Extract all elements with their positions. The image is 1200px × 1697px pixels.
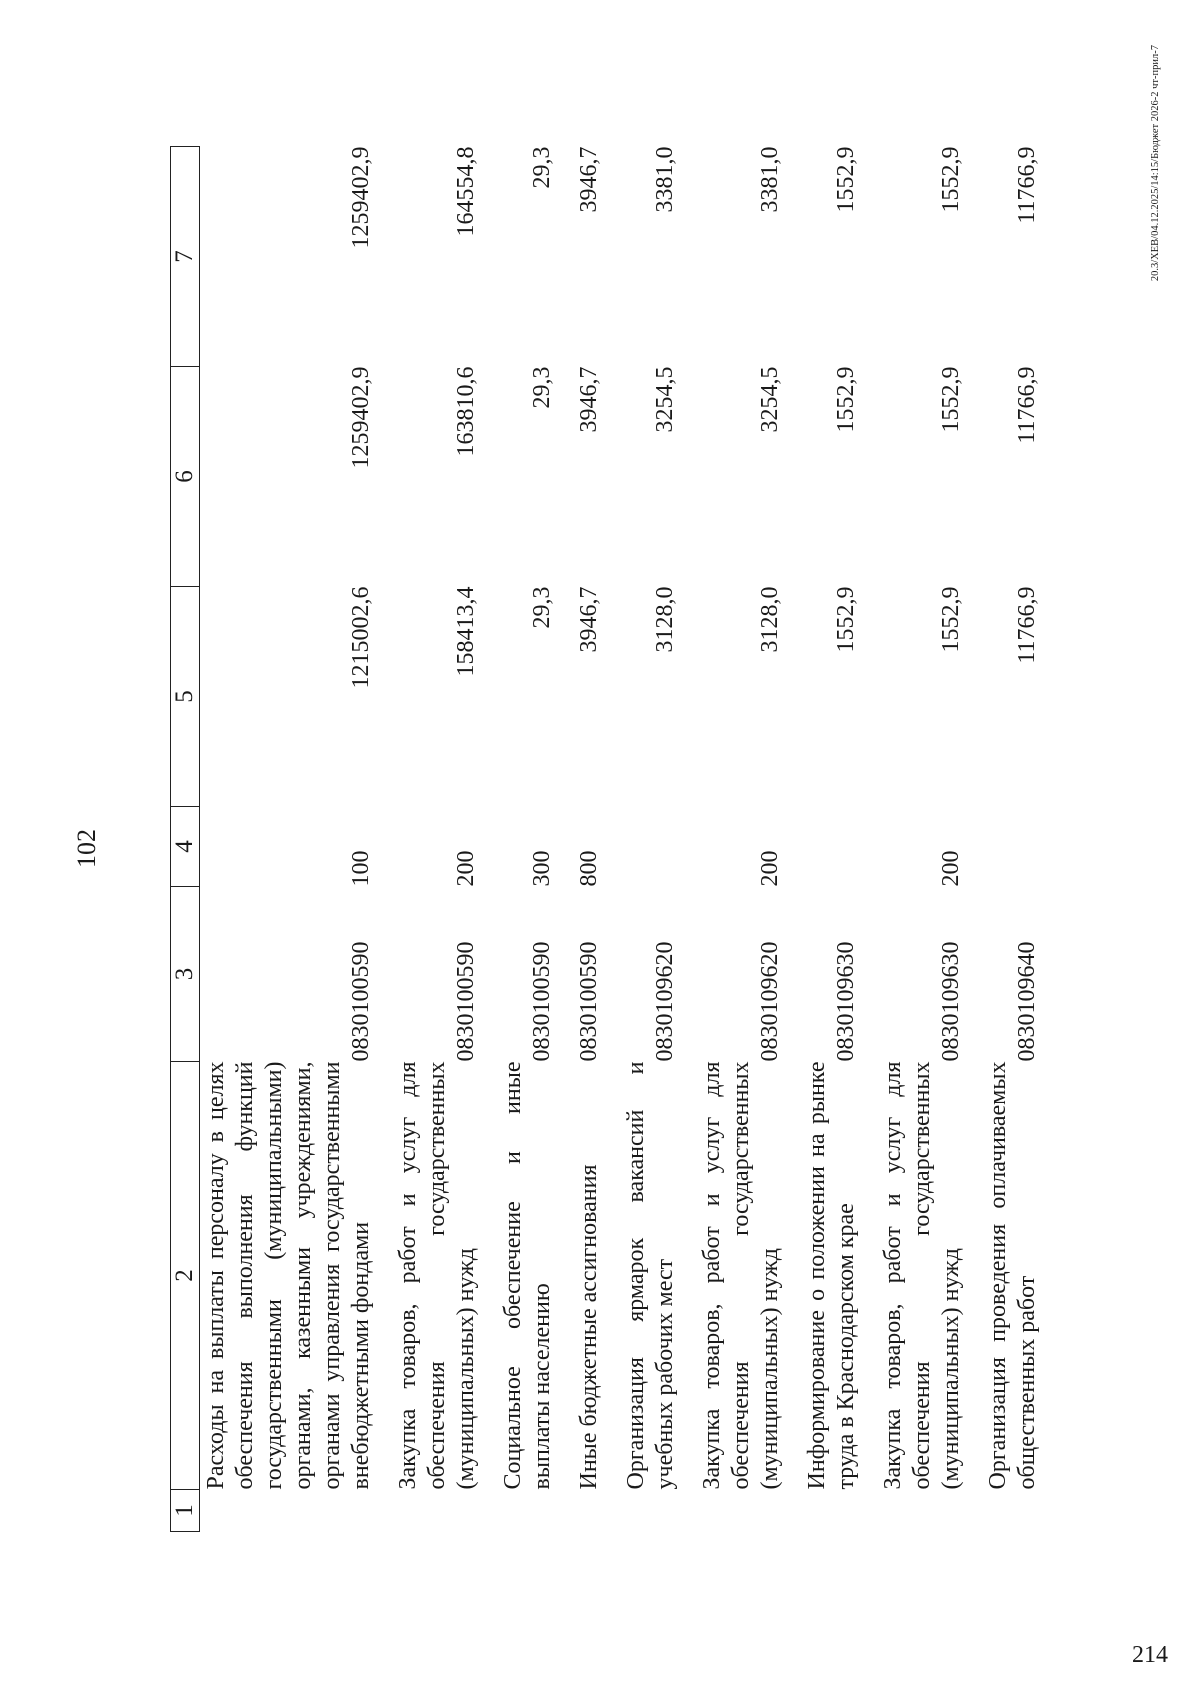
column-header: 2 (171, 1062, 200, 1490)
row-description: Расходы на выплаты персоналу в целях обеспечения выполнения функций государственными (муниципальными) органами, казенными учреждениями, органами управления государственными внебюджетными фондами (203, 1061, 374, 1490)
column-header: 6 (171, 367, 200, 587)
row-expense-group: 200 (757, 850, 783, 887)
row-value-col6: 1552,9 (938, 366, 964, 433)
row-value-col5: 3128,0 (757, 586, 783, 653)
table-row (604, 147, 680, 1532)
row-value-col6: 3946,7 (576, 366, 602, 433)
row-expense-group (604, 807, 680, 887)
row-description: Закупка товаров, работ и услуг для обеспечения государственных (муниципальных) нужд (395, 1061, 479, 1490)
table-row (481, 147, 557, 1532)
sheet-number: 214 (1132, 1642, 1168, 1668)
row-value-col6: 11766,9 (1014, 366, 1040, 444)
row-value-col5: 29,3 (529, 586, 555, 629)
row-code: 0830109620 (757, 941, 783, 1062)
row-value-col7: 29,3 (529, 146, 555, 189)
row-value-col5: 1552,9 (938, 586, 964, 653)
table-row (785, 147, 861, 1532)
row-value-col7: 3381,0 (652, 146, 678, 213)
row-code: 0830100590 (529, 941, 555, 1062)
row-value-col6: 3254,5 (757, 366, 783, 433)
row-code: 0830100590 (348, 941, 374, 1062)
row-value-col7: 3381,0 (757, 146, 783, 213)
header-row (171, 147, 200, 1532)
table-row (680, 147, 785, 1532)
row-value-col5: 3946,7 (576, 586, 602, 653)
row-value-col7: 1552,9 (938, 146, 964, 213)
row-code: 0830100590 (576, 941, 602, 1062)
row-expense-group: 100 (348, 850, 374, 887)
table-row (376, 147, 481, 1532)
column-header: 5 (171, 587, 200, 807)
row-value-col6: 1552,9 (833, 366, 859, 433)
row-expense-group (785, 807, 861, 887)
empty-cell (200, 1490, 377, 1532)
table-row (966, 147, 1042, 1532)
row-code: 0830109630 (938, 941, 964, 1062)
empty-cell (481, 1490, 557, 1532)
page-number: 102 (72, 829, 101, 868)
row-value-col5: 1552,9 (833, 586, 859, 653)
row-code: 0830100590 (453, 941, 479, 1062)
empty-cell (966, 1490, 1042, 1532)
column-header: 4 (171, 807, 200, 887)
column-header: 7 (171, 147, 200, 367)
row-code: 0830109630 (833, 941, 859, 1062)
empty-cell (557, 1490, 604, 1532)
footer-stamp: 20.3/XEB/04.12.2025/14:15/Бюджет 2026-2 чт-прил-7 (1150, 45, 1161, 282)
budget-table (170, 146, 1042, 1532)
column-header: 1 (171, 1490, 200, 1532)
row-expense-group: 200 (938, 850, 964, 887)
empty-cell (785, 1490, 861, 1532)
row-value-col6: 163810,6 (453, 366, 479, 457)
table-row (557, 147, 604, 1532)
row-description: Организация ярмарок вакансий и учебных рабочих мест (623, 1061, 678, 1490)
row-value-col7: 1552,9 (833, 146, 859, 213)
table-body (200, 147, 1043, 1532)
table-row (861, 147, 966, 1532)
row-value-col7: 11766,9 (1014, 146, 1040, 224)
row-description: Закупка товаров, работ и услуг для обеспечения государственных (муниципальных) нужд (699, 1061, 783, 1490)
row-description: Иные бюджетные ассигнования (576, 1164, 602, 1490)
row-description: Социальное обеспечение и иные выплаты населению (500, 1061, 555, 1490)
row-value-col5: 11766,9 (1014, 586, 1040, 664)
row-value-col5: 158413,4 (453, 586, 479, 677)
row-value-col5: 3128,0 (652, 586, 678, 653)
empty-cell (680, 1490, 785, 1532)
row-value-col7: 164554,8 (453, 146, 479, 237)
row-value-col7: 3946,7 (576, 146, 602, 213)
row-value-col6: 29,3 (529, 366, 555, 409)
column-header: 3 (171, 887, 200, 1062)
row-description: Организация проведения оплачиваемых общественных работ (985, 1061, 1040, 1490)
empty-cell (604, 1490, 680, 1532)
row-description: Информирование о положении на рынке труда в Краснодарском крае (804, 1061, 859, 1490)
table-row (200, 147, 377, 1532)
row-expense-group: 800 (576, 850, 602, 887)
row-expense-group (966, 807, 1042, 887)
row-value-col6: 3254,5 (652, 366, 678, 433)
row-value-col6: 1259402,9 (348, 366, 374, 469)
row-expense-group: 200 (453, 850, 479, 887)
empty-cell (376, 1490, 481, 1532)
row-value-col7: 1259402,9 (348, 146, 374, 249)
row-expense-group: 300 (529, 850, 555, 887)
row-value-col5: 1215002,6 (348, 586, 374, 689)
row-description: Закупка товаров, работ и услуг для обеспечения государственных (муниципальных) нужд (880, 1061, 964, 1490)
empty-cell (861, 1490, 966, 1532)
row-code: 0830109640 (1014, 941, 1040, 1062)
row-code: 0830109620 (652, 941, 678, 1062)
